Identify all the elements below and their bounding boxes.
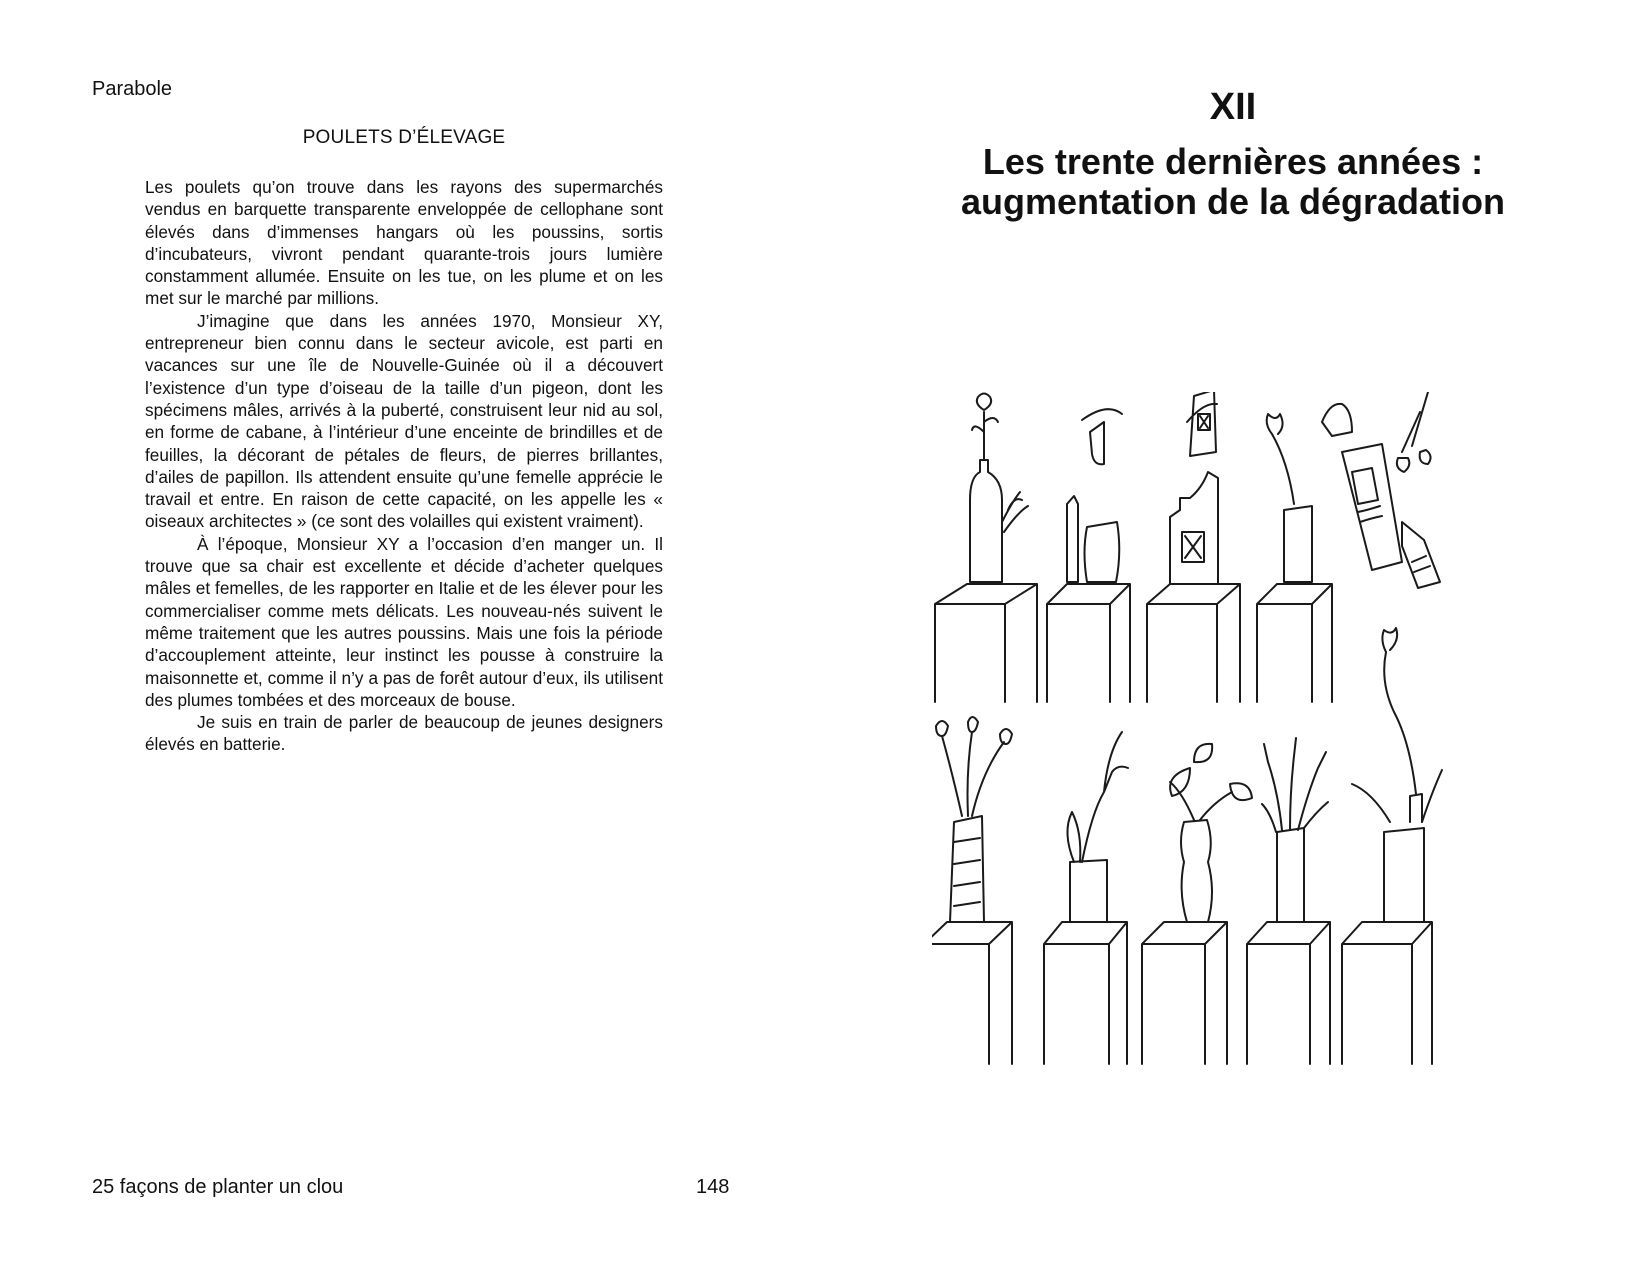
bottom-pedestals (932, 922, 1432, 1064)
paragraph: J’imagine que dans les années 1970, Monsieur XY, entrepreneur bien connu dans le secteur avicole, est parti en vacances sur une île de Nouvelle-Guinée où il a découvert l’existence d’un type d’oiseau de la taille d’un pigeon, dont les spécimens mâles, arrivés à la puberté, construisent leur nid au sol, en forme de cabane, à l’intérieur d’une enceinte de brindilles et de feuilles, la décorant de pétales de fleurs, de pierres brillantes, d’ailes de papillon. Ils attendent ensuite qu’une femelle apprécie le travail et entre. En raison de cette capacité, on les appelle les « oiseaux architectes » (ce sont des volailles qui existent vraiment). (145, 310, 663, 532)
running-head: Parabole (92, 78, 173, 100)
page-number: 148 (696, 1176, 730, 1198)
paragraph: À l’époque, Monsieur XY a l’occasion d’en manger un. Il trouve que sa chair est excellente et décide d’acheter quelques mâles et femelles, de les rapporter en Italie et de les élever pour les commercialiser comme mets délicats. Les nouveau-nés suivent le même traitement que les autres poussins. Mais une fois la période d’accouplement atteinte, leur instinct les pousse à construire la maisonnette et, comme il n’y a pas de forêt autour d’eux, ils utilisent des plumes tombées et des morceaux de bouse. (145, 533, 663, 710)
top-pedestals (935, 584, 1332, 702)
body-text (145, 176, 663, 756)
vases-drawing (932, 392, 1552, 1127)
bottom-objects (936, 628, 1442, 922)
right-page (822, 0, 1644, 1264)
top-objects (970, 392, 1440, 588)
chapter-title-line2: augmentation de la dégradation (960, 181, 1506, 222)
chapter-number: XII (1209, 86, 1257, 128)
paragraph: Je suis en train de parler de beaucoup de jeunes designers élevés en batterie. (145, 712, 663, 755)
paragraph: Les poulets qu’on trouve dans les rayons des supermarchés vendus en barquette transparente enveloppée de cellophane sont élevés dans d’immenses hangars où les poussins, sortis d’incubateurs, vivront pendant quarante-trois jours lumière constamment allumée. Ensuite on les tue, on les plume et on les met sur le marché par millions. (145, 177, 663, 309)
footer-book-title: 25 façons de planter un clou (92, 1176, 344, 1198)
chapter-title-line1: Les trente dernières années : (982, 141, 1484, 182)
chapter-title (822, 142, 1644, 222)
section-title: POULETS D’ÉLEVAGE (302, 127, 506, 148)
vases-illustration (932, 392, 1552, 1127)
